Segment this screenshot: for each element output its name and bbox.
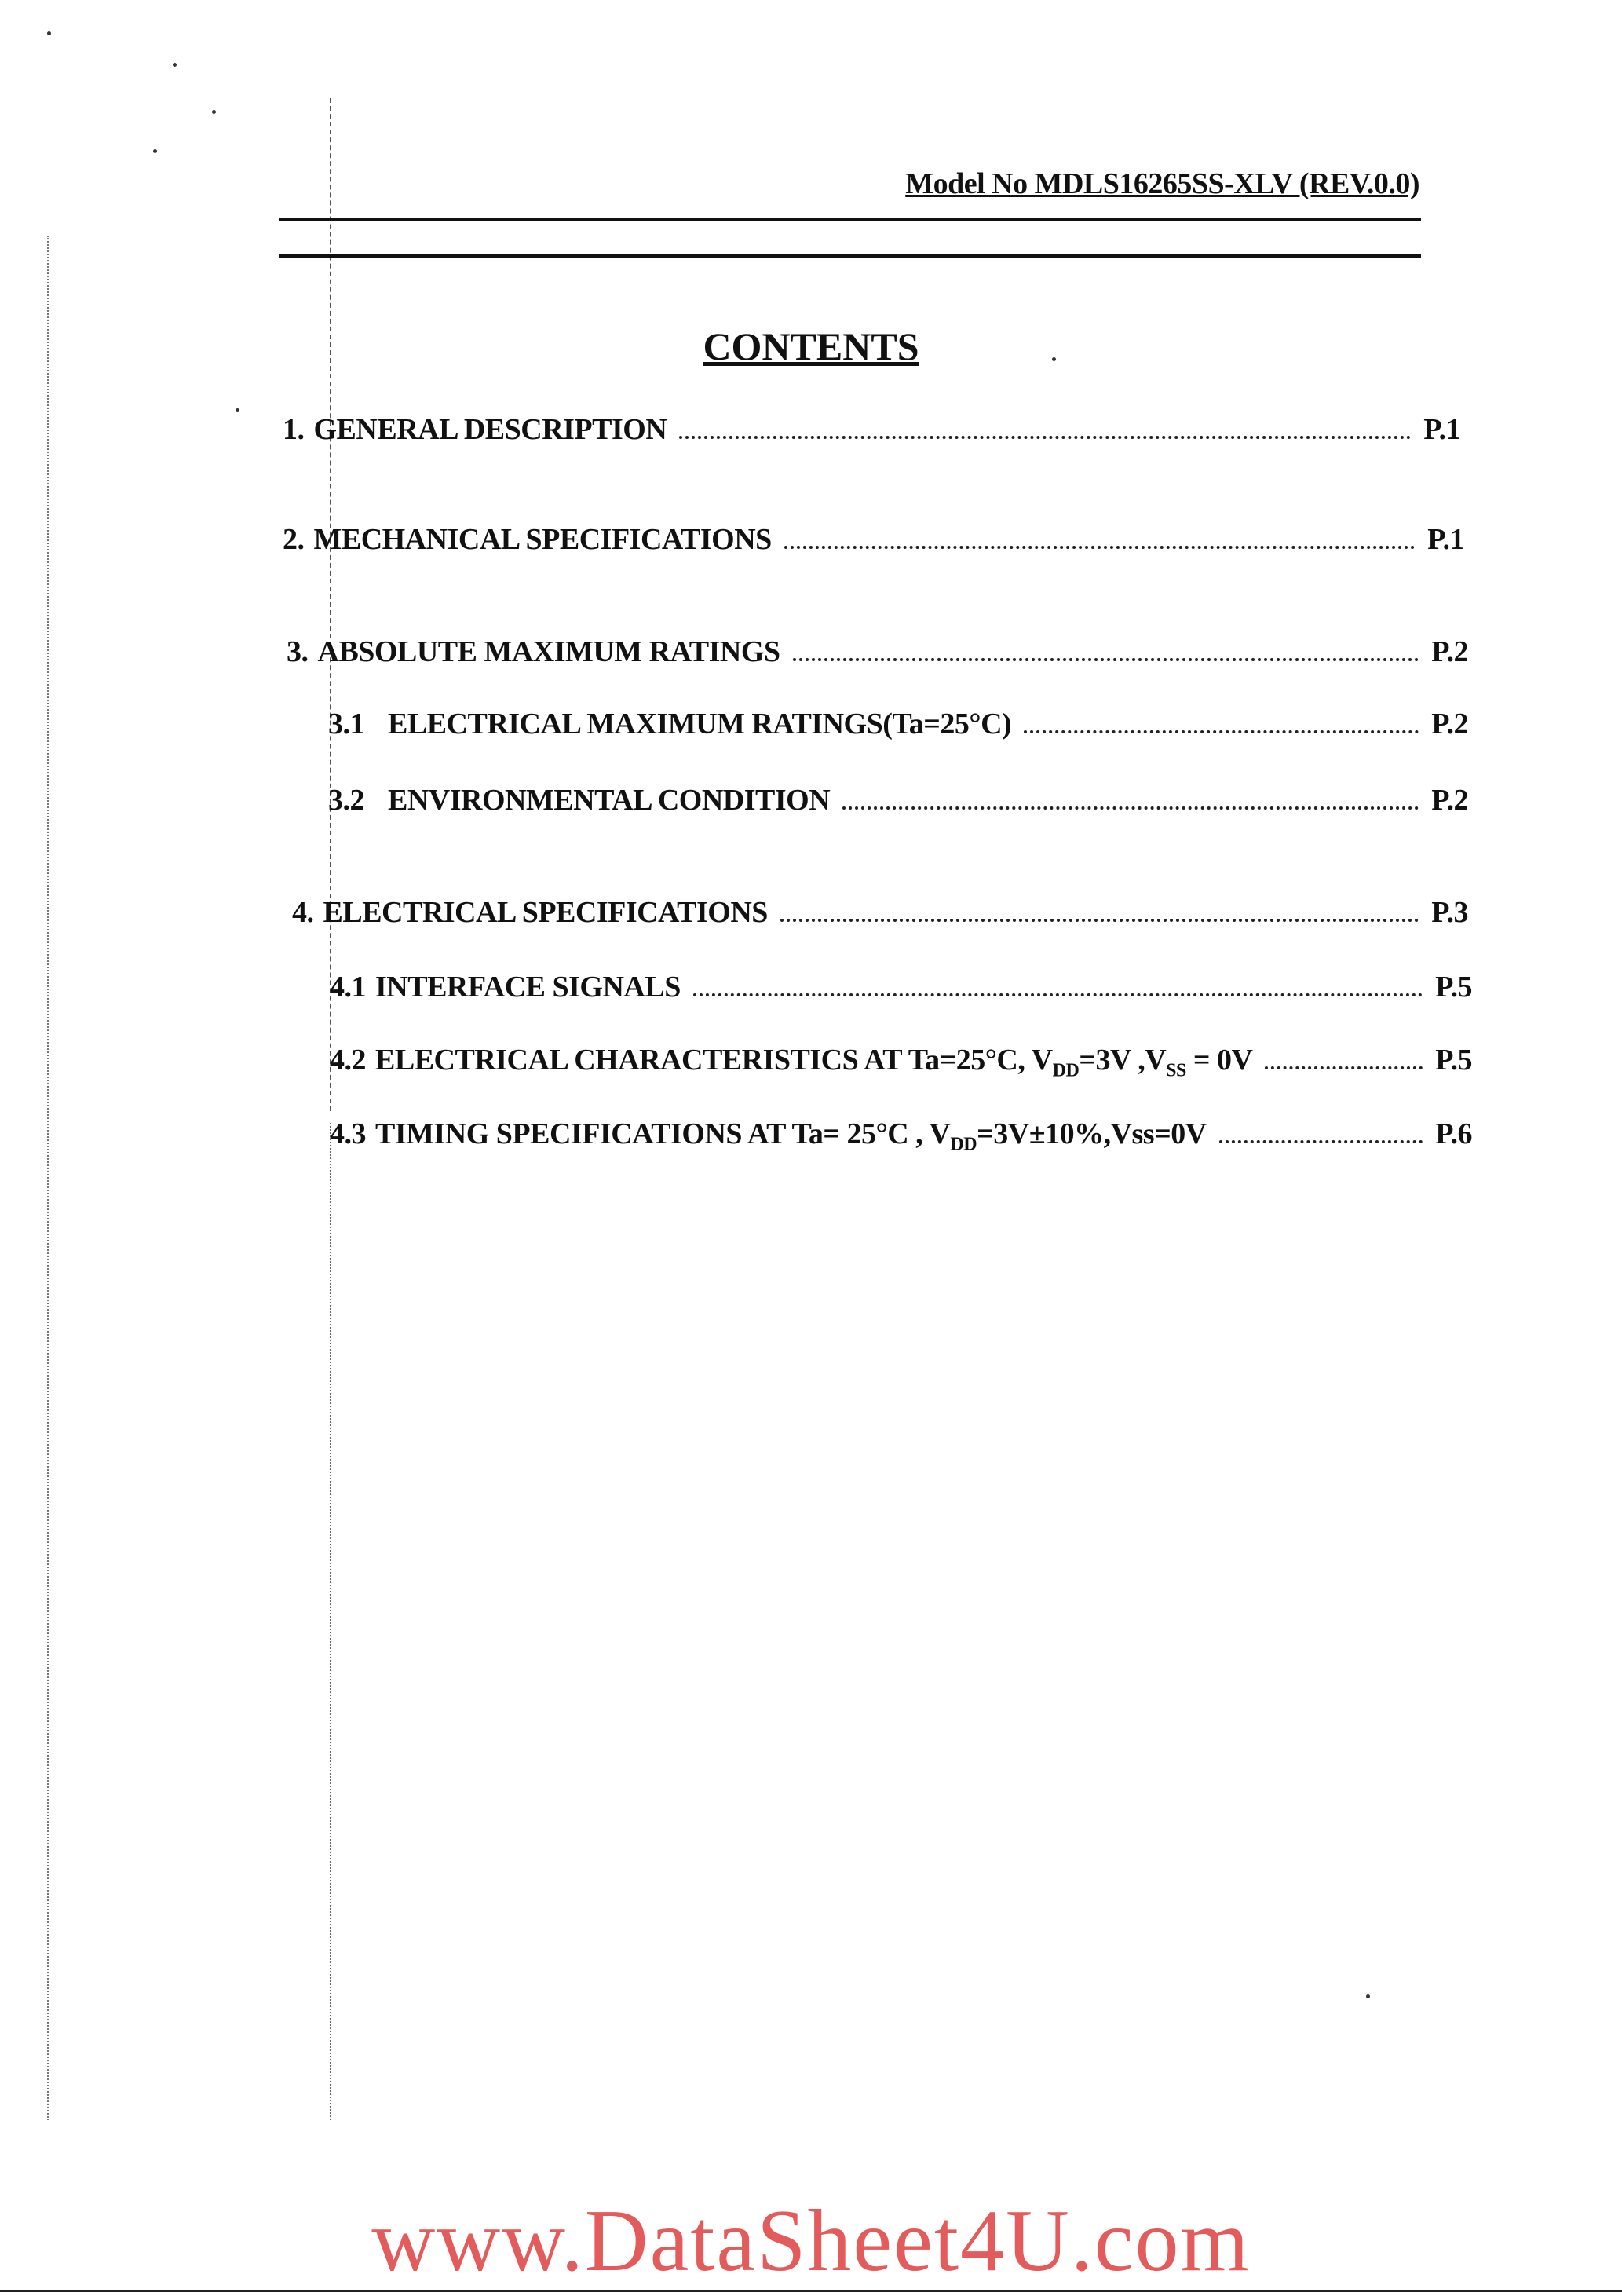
watermark-link[interactable]: www.DataSheet4U.com	[371, 2192, 1251, 2290]
contents-title	[0, 324, 1622, 369]
toc-page-ref: P.2	[1431, 784, 1468, 817]
toc-label: ABSOLUTE MAXIMUM RATINGS	[317, 635, 780, 668]
toc-entry-3-1	[328, 707, 1468, 741]
toc-subscript: DD	[950, 1134, 977, 1155]
toc-label: INTERFACE SIGNALS	[375, 971, 681, 1004]
toc-page-ref: P.1	[1423, 413, 1460, 446]
header-rule-top	[279, 218, 1421, 221]
toc-entry-1	[283, 412, 1460, 447]
toc-label: MECHANICAL SPECIFICATIONS	[313, 523, 772, 556]
scan-speck	[212, 110, 216, 114]
scan-artifact-edge	[47, 236, 50, 2120]
scan-speck	[236, 408, 239, 412]
toc-label-part: =3V±10%,Vss=0V	[977, 1117, 1207, 1150]
toc-label	[375, 1117, 1207, 1156]
header-rule-bottom	[279, 254, 1421, 258]
toc-number: 3.2	[328, 784, 364, 817]
toc-entry-3	[287, 634, 1468, 669]
toc-subscript: DD	[1052, 1060, 1080, 1081]
model-number-header: Model No MDLS16265SS-XLV (REV.0.0)	[905, 167, 1419, 200]
toc-number: 1.	[283, 413, 305, 446]
toc-leader-dots	[693, 993, 1423, 996]
scan-speck	[1366, 1994, 1370, 1998]
toc-leader-dots	[780, 919, 1419, 922]
toc-number: 4.1	[330, 971, 366, 1004]
toc-entry-4-1	[330, 970, 1472, 1004]
toc-label: ENVIRONMENTAL CONDITION	[388, 784, 831, 817]
scan-speck	[173, 63, 177, 67]
toc-label	[375, 1043, 1252, 1082]
toc-leader-dots	[1219, 1140, 1423, 1143]
toc-entry-4	[292, 895, 1468, 930]
toc-leader-dots	[1024, 730, 1419, 733]
scan-speck	[153, 149, 157, 153]
toc-number: 4.	[292, 896, 314, 929]
toc-page-ref: P.5	[1435, 971, 1472, 1004]
scan-artifact-line	[330, 1123, 331, 2120]
page-bottom-edge	[0, 2290, 1622, 2292]
toc-label-part: = 0V	[1185, 1044, 1253, 1077]
toc-page-ref: P.2	[1431, 707, 1468, 740]
toc-label: ELECTRICAL SPECIFICATIONS	[323, 896, 768, 929]
scan-artifact-line	[330, 98, 331, 1111]
toc-label-part: ELECTRICAL CHARACTERISTICS AT Ta=25°C, V	[375, 1044, 1053, 1077]
toc-label: GENERAL DESCRIPTION	[313, 413, 667, 446]
toc-number: 3.	[287, 635, 309, 668]
toc-label-part: =3V ,V	[1079, 1044, 1167, 1077]
toc-leader-dots	[793, 658, 1419, 661]
toc-leader-dots	[842, 806, 1419, 810]
toc-entry-3-2	[328, 783, 1468, 817]
toc-page-ref: P.5	[1435, 1044, 1472, 1077]
contents-title-text: CONTENTS	[703, 324, 919, 368]
toc-number: 4.3	[330, 1117, 366, 1150]
toc-label-part: TIMING SPECIFICATIONS AT Ta= 25°C , V	[375, 1117, 951, 1150]
toc-page-ref: P.3	[1431, 896, 1468, 929]
scan-speck	[47, 31, 51, 35]
toc-entry-2	[283, 522, 1464, 557]
toc-page-ref: P.6	[1435, 1117, 1472, 1150]
toc-leader-dots	[679, 436, 1411, 439]
toc-page-ref: P.1	[1427, 523, 1464, 556]
toc-leader-dots	[784, 546, 1415, 549]
toc-number: 4.2	[330, 1044, 366, 1077]
toc-leader-dots	[1265, 1066, 1423, 1069]
toc-label: ELECTRICAL MAXIMUM RATINGS(Ta=25°C)	[388, 707, 1012, 740]
toc-number: 2.	[283, 523, 305, 556]
toc-page-ref: P.2	[1431, 635, 1468, 668]
toc-entry-4-3	[330, 1117, 1472, 1156]
toc-subscript: SS	[1166, 1060, 1186, 1081]
toc-number: 3.1	[328, 707, 364, 740]
toc-entry-4-2	[330, 1043, 1472, 1082]
